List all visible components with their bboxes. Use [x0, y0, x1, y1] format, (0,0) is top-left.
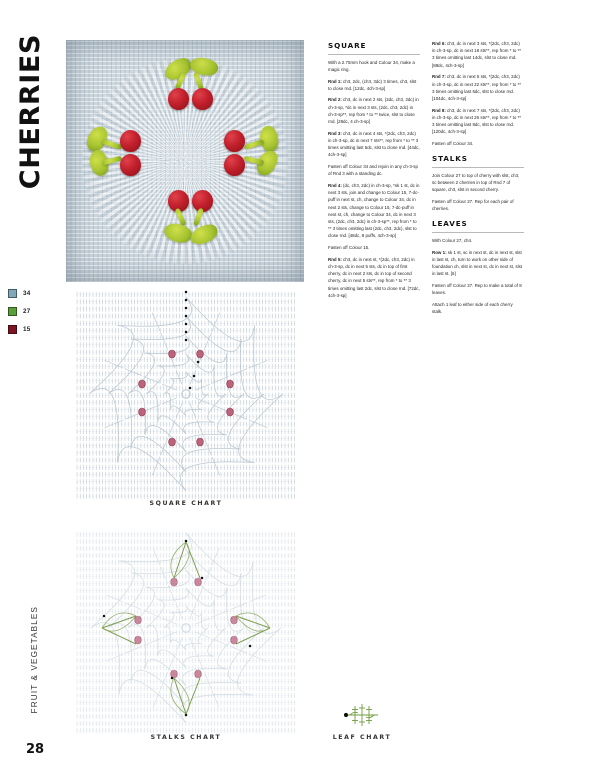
- instruction-paragraph: Rnd 4: (dc, ch3, 2dc) in ch-3-sp, *sk 1 st, dc in next 3 sts, join and change to Colour 15, 7-dc-puff in next st, ch, change to Colour 34, dc in next 2 sts, change to Colour 15, 7-dc-puff in next st, ch, change to Colour 34, dc in next 3 sts, (2dc, ch3, 2dc) in ch-3-sp**, rep from * to ** 3 times omitting last (2dc, ch3, 2dc), slst to close rnd. [48dc, 8 puffs, 4ch-3-sp]: [328, 183, 420, 239]
- section-footer: [24, 600, 44, 720]
- colour-legend: [8, 289, 54, 334]
- instruction-paragraph: With Colour 27, ch4.: [432, 237, 473, 243]
- stalks-chart-caption: STALKS CHART: [150, 734, 222, 741]
- instruction-paragraph: Attach 1 leaf to either side of each cherry stalk.: [432, 301, 513, 315]
- page-title: [10, 34, 50, 274]
- square-chart-caption: SQUARE CHART: [149, 500, 223, 507]
- legend-item: [8, 289, 54, 298]
- legend-item: [8, 325, 54, 334]
- instruction-paragraph: Rnd 6: ch3, dc in next 3 sts, *(2dc, ch3, 2dc) in ch-3-sp, dc in next 18 sts**, rep from * to ** 3 times omitting last 14dc, slst to close rnd. [88dc, 4ch-3-sp]: [432, 41, 522, 68]
- instruction-paragraph: Rnd 1: ch3, 2dc, (ch3, 3dc) 3 times, ch3, slst to close rnd. [12dc, 4ch-3-sp]: [328, 78, 417, 91]
- leaf-chart-svg: [322, 698, 402, 732]
- stalks-chart: [72, 528, 300, 748]
- text-column-1: [328, 40, 420, 304]
- section-footer-text: FRUIT & VEGETABLES: [29, 606, 39, 714]
- heading-rule: [432, 167, 524, 168]
- instruction-paragraph: Fasten off Colour 27. Rep to make a total of 8 leaves.: [432, 282, 522, 296]
- leaf-chart-caption: LEAF CHART: [332, 734, 392, 741]
- instruction-paragraph: Row 1: sk 1 st, sc in next st, dc in next st, slst in last st, ch, turn to work on other side of foundation ch, slst in next st, dc in next st, slst in last st. [6]: [432, 249, 523, 277]
- heading-rule: [328, 54, 420, 55]
- legend-label: 34: [23, 290, 31, 297]
- square-chart: [72, 288, 300, 514]
- stalks-chart-svg: [72, 528, 300, 734]
- colour-27-swatch: [8, 307, 17, 316]
- text-column-2: [432, 40, 524, 320]
- instruction-paragraph: Rnd 8: ch3, dc in next 7 sts, *(2dc, ch3, 2dc) in ch-3-sp, dc in next 26 sts**, rep from * to ** 3 times omitting last 8dc, slst to close rnd. [120dc, 4ch-3-sp]: [432, 107, 522, 135]
- instruction-paragraph: Rnd 5: ch3, dc in next st, *(2dc, ch3, 2dc) in ch-3-sp, dc in next 5 sts, dc in top of first cherry, dc in next 2 sts, dc in top of second cherry, dc in next 5 sts**, rep from * to ** 3 times omitting last 2dc, slst to close rnd. [72dc, 4ch-3-sp]: [328, 256, 420, 298]
- instruction-paragraph: Fasten off Colour 27. Rep for each pair of cherries.: [432, 198, 514, 212]
- square-chart-svg: [72, 288, 300, 500]
- project-photo: [66, 40, 304, 282]
- instruction-paragraph: Fasten off Colour 15.: [328, 245, 370, 251]
- page-title-text: CHERRIES: [14, 34, 46, 190]
- colour-15-swatch: [8, 325, 17, 334]
- instruction-paragraph: Fasten off Colour 34.: [432, 140, 474, 146]
- instruction-paragraph: Rnd 2: ch3, dc in next 2 sts, (2dc, ch3, 2dc) in ch-3-sp, *dc in next 3 sts, (2dc, ch3, 2dc) in ch-3-sp**, rep from * to ** twice, slst to close rnd. [28dc, 4 ch-3-sp]: [328, 97, 419, 125]
- instruction-paragraph: Rnd 7: ch3, dc in next 5 sts, *(2dc, ch3, 2dc) in ch-3-sp, dc in next 22 sts**, rep from * to ** 3 times omitting last 6dc, slst to close rnd. [104dc, 4ch-3-sp]: [432, 74, 522, 101]
- legend-label: 15: [23, 326, 31, 333]
- instruction-paragraph: Fasten off Colour 34 and rejoin in any ch-3-sp of Rnd 3 with a standing dc.: [328, 164, 418, 177]
- square-section-heading: SQUARE: [328, 41, 367, 50]
- instruction-paragraph: Join Colour 27 to top of cherry with slst, ch3, sc between 2 cherries in top of Rnd 7 of square, ch3, slst in second cherry.: [432, 172, 520, 193]
- page-number: 28: [26, 742, 45, 757]
- leaf-chart: [322, 698, 402, 748]
- leaves-section-heading: LEAVES: [432, 219, 468, 229]
- colour-34-swatch: [8, 289, 17, 298]
- legend-item: [8, 307, 54, 316]
- photo-vignette: [66, 40, 304, 282]
- legend-label: 27: [23, 308, 31, 315]
- instruction-paragraph: Rnd 3: ch3, dc in next 4 sts, *(2dc, ch3, 2dc) in ch-3-sp, dc in next 7 sts**, rep from * to ** 3 times omitting last 5dc, slst to close rnd. [44dc, 4ch-3-sp]: [328, 130, 420, 158]
- stalks-section-heading: STALKS: [432, 154, 468, 164]
- heading-rule: [432, 232, 524, 233]
- instruction-paragraph: With a 2.75mm hook and Colour 34, make a magic ring.: [328, 59, 415, 72]
